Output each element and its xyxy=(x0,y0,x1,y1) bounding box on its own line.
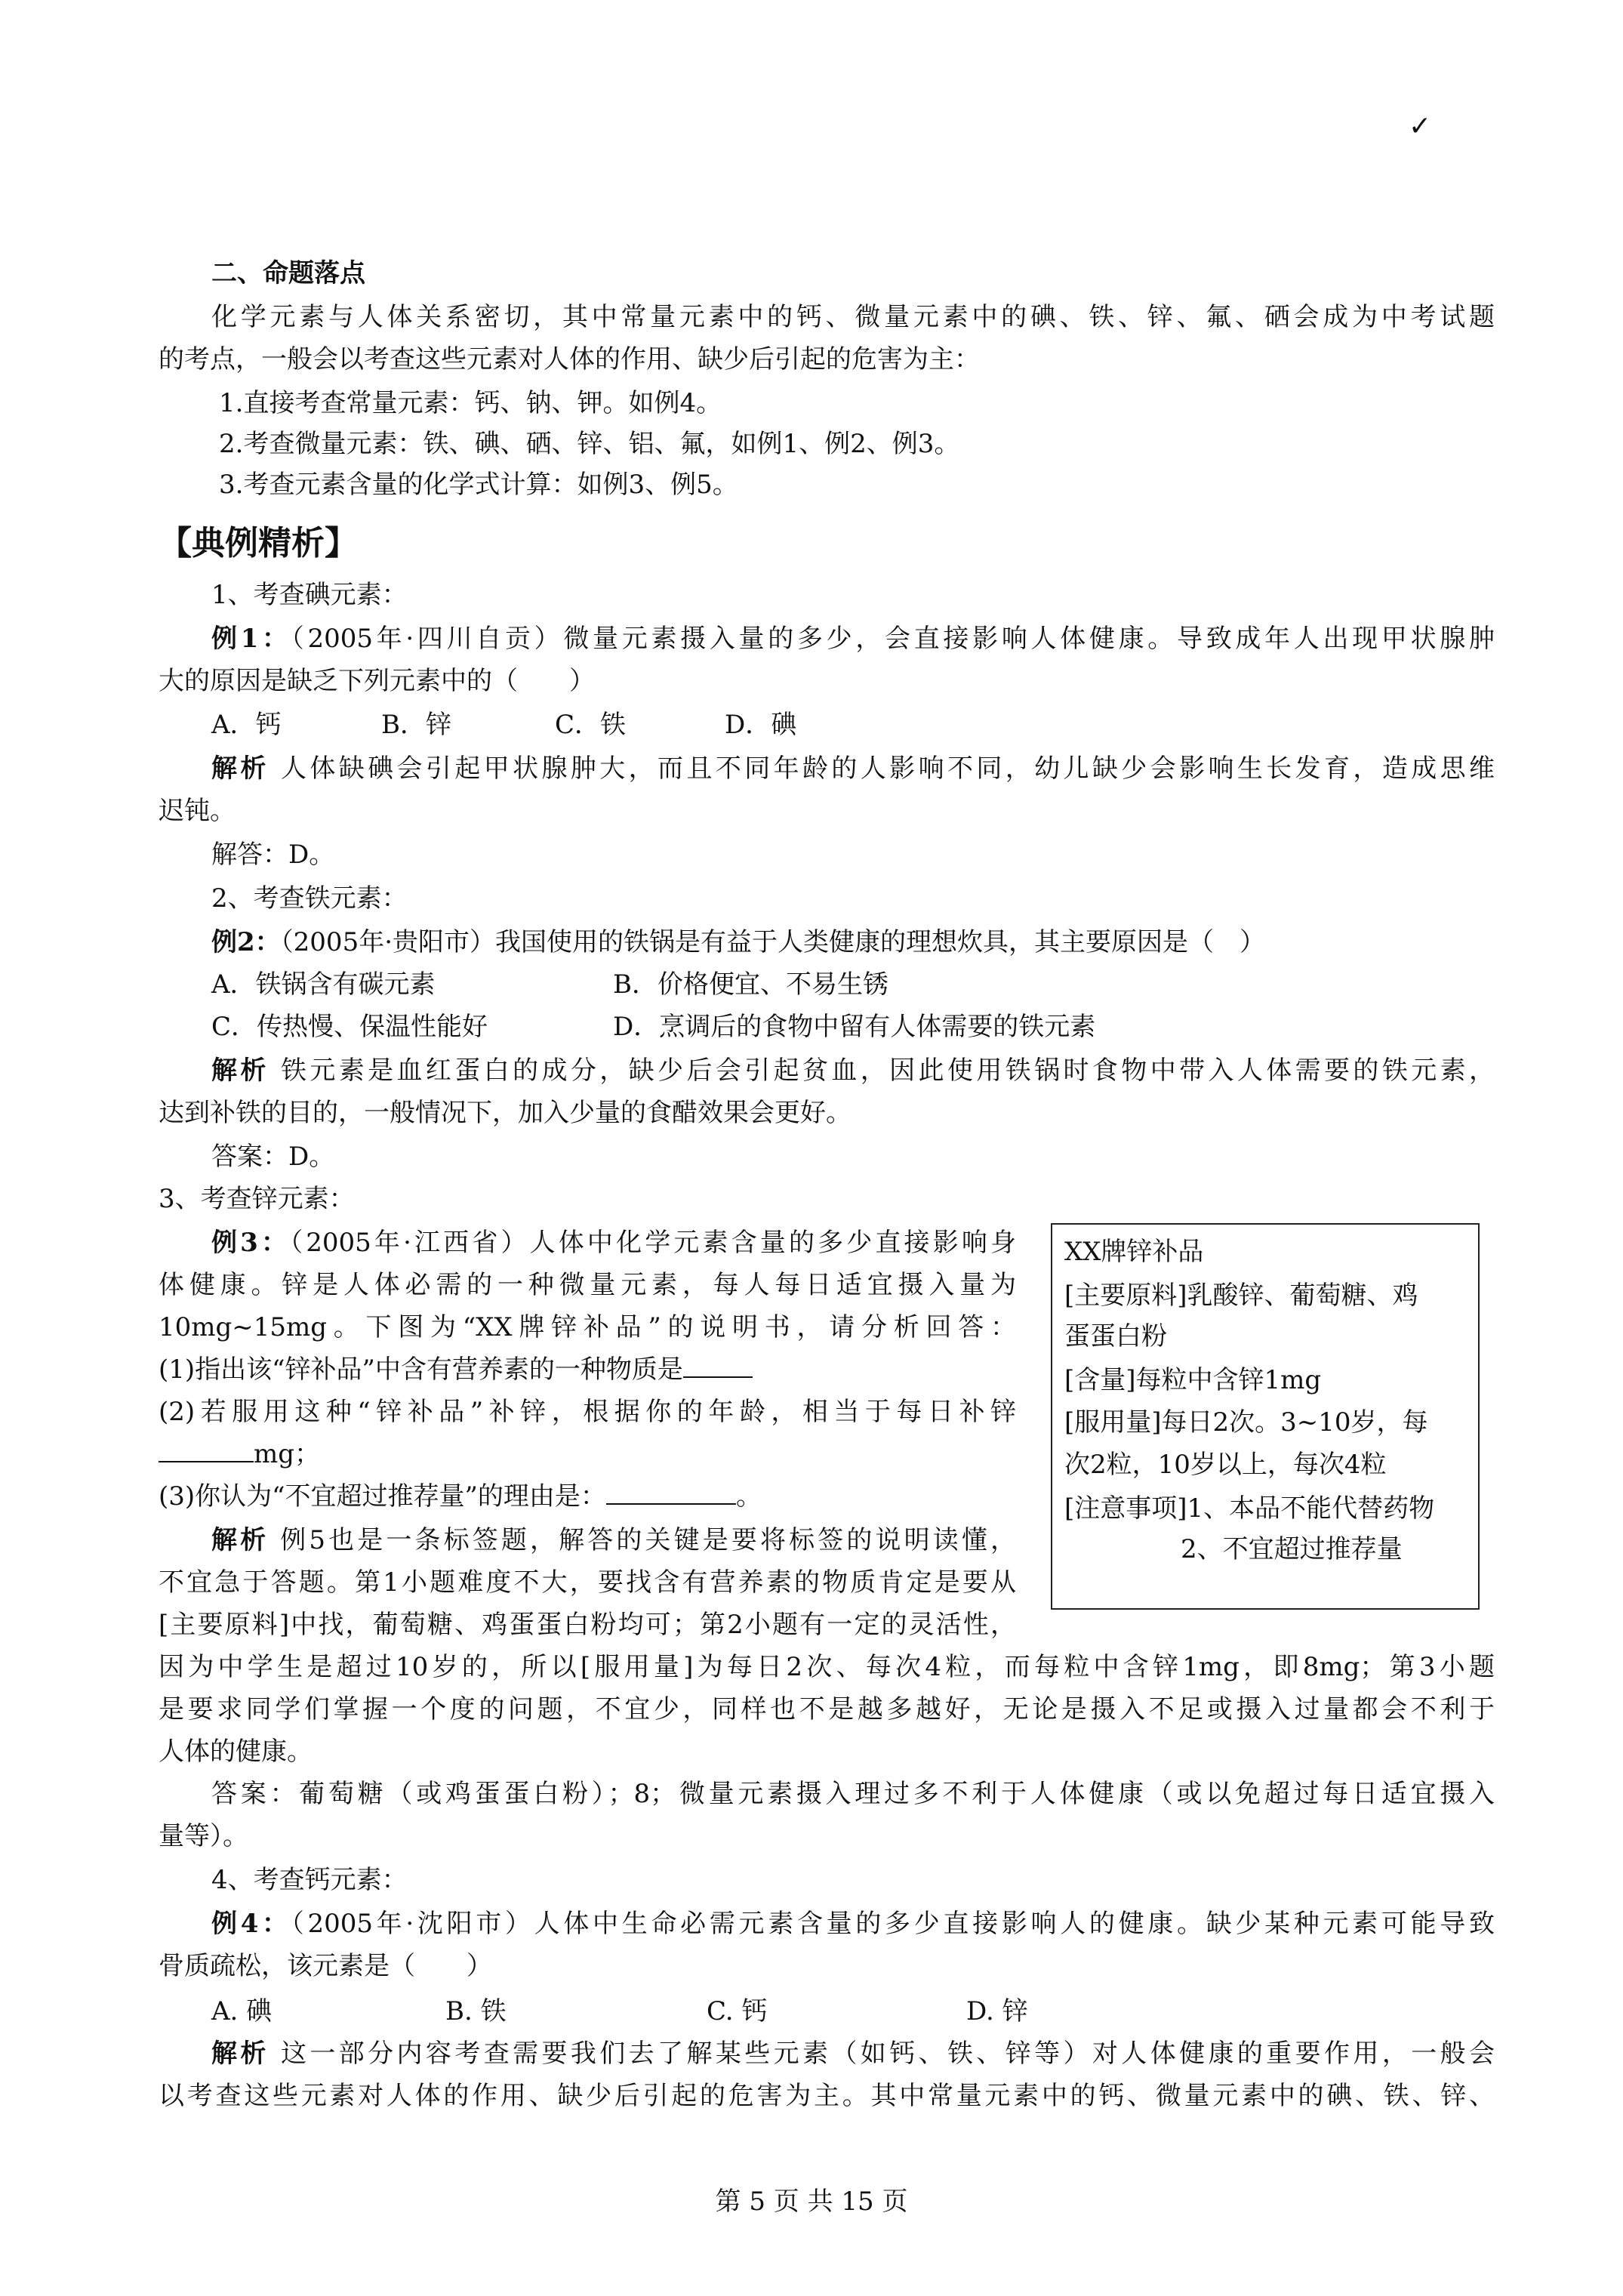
subsection-1-title: 1、考查碘元素： xyxy=(211,580,408,610)
example-3-line-1: 例3：（2005年·江西省）人体中化学元素含量的多少直接影响身 xyxy=(211,1228,1016,1258)
subsection-3-title: 3、考查锌元素： xyxy=(159,1184,355,1214)
point-1: 1.直接考查常量元素：钙、钠、钾。如例4。 xyxy=(219,388,722,418)
answer-blank[interactable] xyxy=(683,1354,753,1378)
example-2-analysis-line-2: 达到补铁的目的，一般情况下，加入少量的食醋效果会更好。 xyxy=(159,1098,852,1128)
example-3-line-3: 10mg~15mg。下图为“XX牌锌补品”的说明书，请分析回答： xyxy=(159,1312,1016,1342)
example-3-analysis-line-3: [主要原料]中找，葡萄糖、鸡蛋蛋白粉均可；第2小题有一定的灵活性， xyxy=(159,1610,1016,1640)
label-ingredients-cont: 蛋蛋白粉 xyxy=(1064,1321,1167,1351)
example-2-option-d: D．烹调后的食物中留有人体需要的铁元素 xyxy=(613,1012,1096,1042)
example-3-analysis-line-6: 人体的健康。 xyxy=(159,1737,313,1767)
example-label: 例1： xyxy=(211,624,291,654)
example-3-question-2: (2)若服用这种“锌补品”补锌，根据你的年龄，相当于每日补锌 xyxy=(159,1397,1016,1427)
example-3-answer-line-1: 答案：葡萄糖（或鸡蛋蛋白粉）；8；微量元素摄入理过多不利于人体健康（或以免超过每日适宜摄入 xyxy=(211,1779,1495,1809)
label-ingredients: [主要原料]乳酸锌、葡萄糖、鸡 xyxy=(1064,1281,1418,1311)
example-4-analysis-line-1: 解析 这一部分内容考查需要我们去了解某些元素（如钙、铁、锌等）对人体健康的重要作用，一般会 xyxy=(211,2039,1495,2069)
example-4-option-a: A. 碘 xyxy=(211,1996,273,2026)
page-footer: 第 5 页 共 15 页 xyxy=(715,2187,908,2217)
example-4-line-1: 例4：（2005年·沈阳市）人体中生命必需元素含量的多少直接影响人的健康。缺少某种元素可能导致 xyxy=(211,1909,1495,1939)
example-2-answer: 答案：D。 xyxy=(211,1142,335,1172)
example-1-option-d: D．碘 xyxy=(725,710,797,740)
product-label-box xyxy=(1051,1223,1480,1610)
example-4-option-d: D. 锌 xyxy=(966,1996,1028,2026)
check-mark: ✓ xyxy=(1409,111,1432,142)
example-2-option-a: A．铁锅含有碳元素 xyxy=(211,969,436,1000)
label-dosage: [服用量]每日2次。3~10岁，每 xyxy=(1064,1407,1428,1438)
example-4-option-b: B. 铁 xyxy=(445,1996,507,2026)
label-dosage-cont: 次2粒，10岁以上，每次4粒 xyxy=(1064,1450,1387,1480)
example-1-option-b: B．锌 xyxy=(381,710,451,740)
label-content: [含量]每粒中含锌1mg xyxy=(1064,1365,1322,1395)
example-3-analysis-line-4: 因为中学生是超过10岁的，所以[服用量]为每日2次、每次4粒，而每粒中含锌1mg，即8mg；第3小题 xyxy=(159,1652,1495,1682)
intro-line-1: 化学元素与人体关系密切，其中常量元素中的钙、微量元素中的碘、铁、锌、氟、硒会成为中考试题 xyxy=(211,302,1495,332)
intro-line-2: 的考点，一般会以考查这些元素对人体的作用、缺少后引起的危害为主： xyxy=(159,344,980,374)
example-3-analysis-line-5: 是要求同学们掌握一个度的问题，不宜少，同样也不是越多越好，无论是摄入不足或摄入过量都会不利于 xyxy=(159,1694,1495,1724)
example-3-question-3: (3)你认为“不宜超过推荐量”的理由是： 。 xyxy=(159,1481,762,1512)
example-1-line-1: 例1：（2005年·四川自贡）微量元素摄入量的多少，会直接影响人体健康。导致成年人出现甲状腺肿 xyxy=(211,624,1495,654)
subsection-2-title: 2、考查铁元素： xyxy=(211,883,408,914)
section-heading: 二、命题落点 xyxy=(211,258,365,288)
example-1-analysis-line-1: 解析 人体缺碘会引起甲状腺肿大，而且不同年龄的人影响不同，幼儿缺少会影响生长发育，造成思维 xyxy=(211,754,1495,784)
example-2-option-c: C．传热慢、保温性能好 xyxy=(211,1012,488,1042)
examples-heading: 【典例精析】 xyxy=(159,524,358,562)
answer-blank[interactable] xyxy=(606,1481,736,1505)
example-1-option-c: C．铁 xyxy=(555,710,627,740)
example-3-analysis-line-1: 解析 例5也是一条标签题，解答的关键是要将标签的说明读懂， xyxy=(211,1525,1016,1555)
example-1-line-2: 大的原因是缺乏下列元素中的（ ） xyxy=(159,666,595,696)
example-3-question-1: (1)指出该“锌补品”中含有营养素的一种物质是 xyxy=(159,1348,753,1391)
example-3-analysis-line-2: 不宜急于答题。第1小题难度不大，要找含有营养素的物质肯定是要从 xyxy=(159,1567,1016,1598)
example-2-option-b: B．价格便宜、不易生锈 xyxy=(613,969,888,1000)
example-1-analysis-line-2: 迟钝。 xyxy=(159,796,236,826)
label-product-name: XX牌锌补品 xyxy=(1064,1237,1204,1267)
example-3-line-2: 体健康。锌是人体必需的一种微量元素，每人每日适宜摄入量为 xyxy=(159,1270,1016,1300)
point-3: 3.考查元素含量的化学式计算：如例3、例5。 xyxy=(219,470,738,500)
subsection-4-title: 4、考查钙元素： xyxy=(211,1865,408,1895)
example-1-option-a: A．钙 xyxy=(211,710,282,740)
example-4-option-c: C. 钙 xyxy=(707,1996,768,2026)
example-3-question-2-cont: mg； xyxy=(159,1433,320,1475)
example-2-line-1: 例2：（2005年·贵阳市）我国使用的铁锅是有益于人类健康的理想炊具，其主要原因是（ ） xyxy=(211,927,1266,957)
example-3-answer-line-2: 量等）。 xyxy=(159,1821,248,1851)
label-notes-cont: 2、不宜超过推荐量 xyxy=(1181,1534,1403,1564)
example-2-analysis-line-1: 解析 铁元素是血红蛋白的成分，缺少后会引起贫血，因此使用铁锅时食物中带入人体需要的铁元素， xyxy=(211,1056,1495,1086)
answer-blank[interactable] xyxy=(159,1438,254,1462)
example-4-analysis-line-2: 以考查这些元素对人体的作用、缺少后引起的危害为主。其中常量元素中的钙、微量元素中的碘、铁、锌、 xyxy=(159,2081,1495,2111)
point-2: 2.考查微量元素：铁、碘、硒、锌、铝、氟，如例1、例2、例3。 xyxy=(219,429,960,459)
example-1-answer: 解答：D。 xyxy=(211,840,335,870)
example-4-line-2: 骨质疏松，该元素是（ ） xyxy=(159,1951,492,1981)
label-notes: [注意事项]1、本品不能代替药物 xyxy=(1064,1493,1435,1524)
